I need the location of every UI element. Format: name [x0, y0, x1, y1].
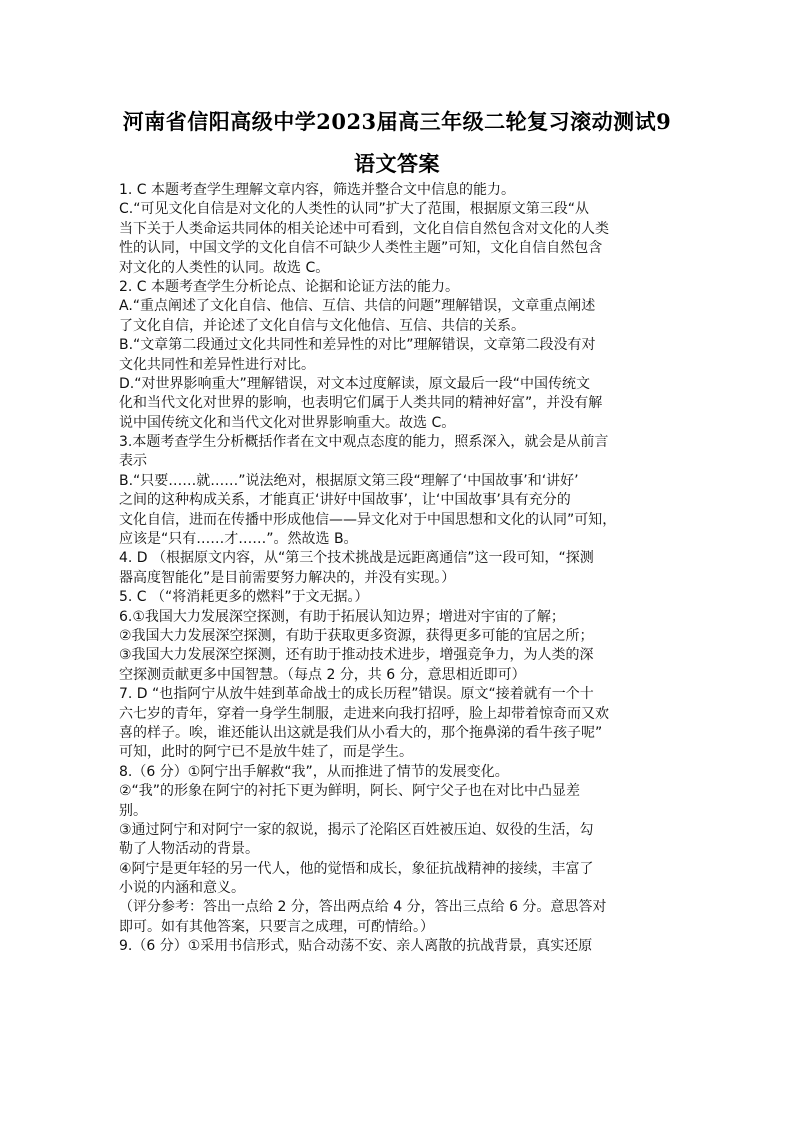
text-line: 说中国传统文化和当代文化对世界影响重大。故选 C。 — [119, 414, 456, 431]
text-line: 小说的内涵和意义。 — [119, 880, 245, 897]
text-line: 六七岁的青年，穿着一身学生制服，走进来向我打招呼，脸上却带着惊奇而又欢 — [119, 705, 609, 722]
text-line: ④阿宁是更年轻的另一代人，他的觉悟和成长，象征抗战精神的接续，丰富了 — [119, 860, 594, 877]
text-line: B.“只要……就……”说法绝对，根据原文第三段“理解了‘中国故事’和‘讲好’ — [119, 472, 579, 489]
text-line: （评分参考：答出一点给 2 分，答出两点给 4 分，答出三点给 6 分。意思答对 — [119, 899, 607, 916]
text-line: 应该是“只有……才……”。然故选 B。 — [119, 531, 358, 548]
text-line: 之间的这种构成关系，才能真正‘讲好中国故事’，让‘中国故事’具有充分的 — [119, 492, 571, 509]
text-line: 当下关于人类命运共同体的相关论述中可看到，文化自信自然包含对文化的人类 — [119, 220, 609, 237]
text-line: B.“文章第二段通过文化共同性和差异性的对比”理解错误，文章第二段没有对 — [119, 337, 596, 354]
text-line: 4. D （根据原文内容，从“第三个技术挑战是远距离通信”这一段可知，“探测 — [119, 550, 594, 567]
text-line: 文化共同性和差异性进行对比。 — [119, 356, 315, 373]
text-line: 器高度智能化”是目前需要努力解决的，并没有实现。） — [119, 569, 456, 586]
text-line: 3.本题考查学生分析概括作者在文中观点态度的能力，照系深入，就会是从前言 — [119, 434, 609, 451]
text-line: 文化自信，进而在传播中形成他信——异文化对于中国思想和文化的认同”可知， — [119, 511, 617, 528]
text-line: D.“对世界影响重大”理解错误，对文本过度解读，原文最后一段“中国传统文 — [119, 375, 590, 392]
text-line: 表示 — [119, 453, 147, 470]
text-line: 空探测贡献更多中国智慧。（每点 2 分，共 6 分，意思相近即可） — [119, 666, 526, 683]
answer-body — [119, 181, 679, 957]
text-line: C.“可见文化自信是对文化的人类性的认同”扩大了范围，根据原文第三段“从 — [119, 201, 589, 218]
text-line: 了文化自信，并论述了文化自信与文化他信、互信、共信的关系。 — [119, 317, 525, 334]
text-line: 1. C 本题考查学生理解文章内容，筛选并整合文中信息的能力。 — [119, 182, 516, 198]
document-title: 河南省信阳高级中学2023届高三年级二轮复习滚动测试9 — [122, 109, 672, 134]
text-line: A.“重点阐述了文化自信、他信、互信、共信的问题”理解错误，文章重点阐述 — [119, 298, 596, 315]
text-line: ②“我”的形象在阿宁的衬托下更为鲜明，阿长、阿宁父子也在对比中凸显差 — [119, 783, 581, 800]
text-line: 化和当代文化对世界的影响，也表明它们属于人类共同的精神好富”，并没有解 — [119, 395, 603, 412]
text-line: 9.（6 分）①采用书信形式，贴合动荡不安、亲人离散的抗战背景，真实还原 — [119, 938, 593, 955]
text-line: 7. D “也指阿宁从放牛娃到革命战士的成长历程”错误。原文“接着就有一个十 — [119, 686, 594, 703]
text-line: 性的认同，中国文学的文化自信不可缺少人类性主题”可知，文化自信自然包含 — [119, 240, 603, 257]
text-line: 6.①我国大力发展深空探测，有助于拓展认知边界；增进对宇宙的了解； — [119, 608, 565, 625]
text-line: 勒了人物活动的背景。 — [119, 841, 259, 858]
text-line: 喜的样子。唉，谁还能认出这就是我们从小看大的，那个拖鼻涕的看牛孩子呢” — [119, 724, 603, 741]
document-subtitle: 语文答案 — [354, 151, 440, 176]
text-line: 5. C （“将消耗更多的燃料”于文无据。） — [119, 589, 369, 606]
text-line: ②我国大力发展深空探测，有助于获取更多资源，获得更多可能的宜居之所； — [119, 627, 594, 644]
text-line: 即可。如有其他答案，只要言之成理，可酌情给。） — [119, 918, 434, 935]
text-line: ③通过阿宁和对阿宁一家的叙说，揭示了沦陷区百姓被压迫、奴役的生活，勾 — [119, 821, 594, 838]
text-line: ③我国大力发展深空探测，还有助于推动技术进步，增强竞争力，为人类的深 — [119, 647, 594, 664]
text-line: 8.（6 分）①阿宁出手解救“我”，从而推进了情节的发展变化。 — [119, 763, 509, 780]
text-line: 对文化的人类性的认同。故选 C。 — [119, 259, 330, 276]
text-line: 可知，此时的阿宁已不是放牛娃了，而是学生。 — [119, 744, 413, 761]
text-line: 别。 — [119, 802, 147, 819]
text-line: 2. C 本题考查学生分析论点、论据和论证方法的能力。 — [119, 278, 460, 295]
